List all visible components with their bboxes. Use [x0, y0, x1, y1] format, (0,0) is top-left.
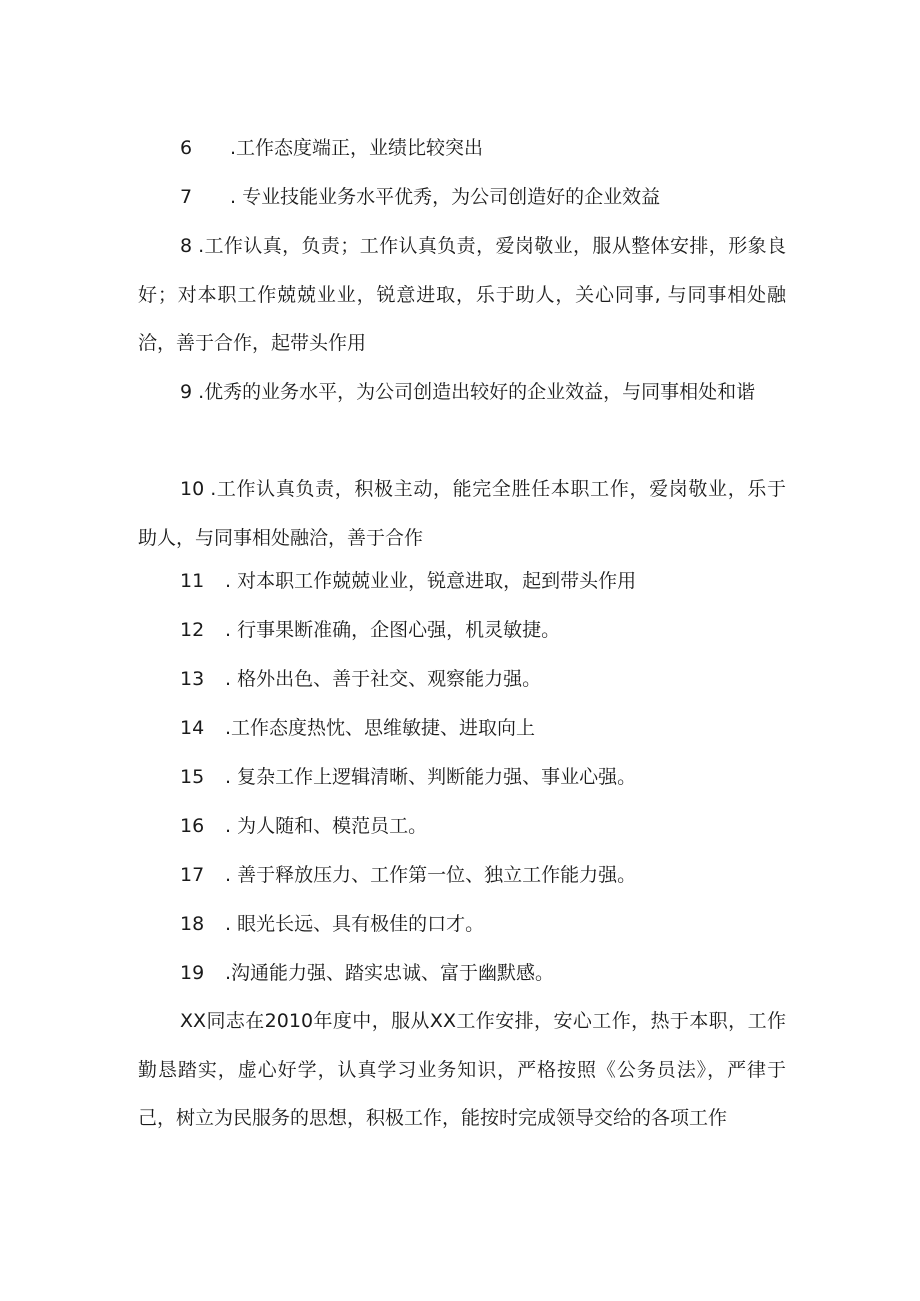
item-text: .工作态度热忱、思维敏捷、进取向上 [225, 717, 536, 739]
item-number: 15 [180, 766, 205, 788]
item-number: 8 [180, 235, 193, 257]
item-text: . 对本职工作兢兢业业，锐意进取，起到带头作用 [225, 570, 637, 592]
item-text: . 善于释放压力、工作第一位、独立工作能力强。 [225, 864, 637, 886]
list-item [180, 569, 636, 593]
item-number: 19 [180, 962, 205, 984]
list-item-paragraph [138, 368, 786, 417]
item-text: . 格外出色、善于社交、观察能力强。 [225, 668, 542, 690]
item-text: . 眼光长远、具有极佳的口才。 [225, 913, 485, 935]
item-number: 17 [180, 864, 205, 886]
item-number: 13 [180, 668, 205, 690]
closing-paragraph-text: XX同志在2010年度中，服从XX工作安排，安心工作，热于本职，工作勤恳踏实，虚心好学，认真学习业务知识，严格按照《公务员法》，严律于己，树立为民服务的思想，积极工作，能按时完成领导交给的各项工作 [138, 1010, 786, 1130]
item-text: .工作态度端正，业绩比较突出 [230, 137, 484, 159]
list-item [180, 961, 554, 985]
item-text: . 行事果断准确，企图心强，机灵敏捷。 [225, 619, 561, 641]
list-item-paragraph [138, 222, 786, 368]
list-item [180, 912, 484, 936]
item-number: 11 [180, 570, 205, 592]
list-item [180, 814, 427, 838]
item-number: 10 [180, 478, 205, 500]
item-text: .工作认真负责，积极主动，能完全胜任本职工作，爱岗敬业，乐于助人，与同事相处融洽，善于合作 [138, 478, 786, 549]
list-item [180, 765, 636, 789]
item-number: 14 [180, 717, 205, 739]
list-item [180, 136, 483, 160]
list-item [180, 863, 636, 887]
item-text: .沟通能力强、踏实忠诚、富于幽默感。 [225, 962, 555, 984]
list-item [180, 716, 535, 740]
list-item [180, 667, 541, 691]
item-number: 9 [180, 381, 193, 403]
item-text: .优秀的业务水平，为公司创造出较好的企业效益，与同事相处和谐 [198, 381, 756, 403]
item-number: 18 [180, 913, 205, 935]
item-number: 16 [180, 815, 205, 837]
list-item [180, 618, 560, 642]
list-item-paragraph [138, 465, 786, 562]
item-text: . 专业技能业务水平优秀，为公司创造好的企业效益 [230, 186, 661, 208]
item-number: 7 [180, 186, 193, 208]
item-text: . 为人随和、模范员工。 [225, 815, 428, 837]
closing-paragraph [138, 997, 786, 1143]
list-item [180, 185, 660, 209]
item-text: .工作认真，负责；工作认真负责，爱岗敬业，服从整体安排，形象良好；对本职工作兢兢业业，锐意进取，乐于助人，关心同事, 与同事相处融洽，善于合作，起带头作用 [138, 235, 786, 355]
item-number: 12 [180, 619, 205, 641]
item-text: . 复杂工作上逻辑清晰、判断能力强、事业心强。 [225, 766, 637, 788]
item-number: 6 [180, 137, 193, 159]
